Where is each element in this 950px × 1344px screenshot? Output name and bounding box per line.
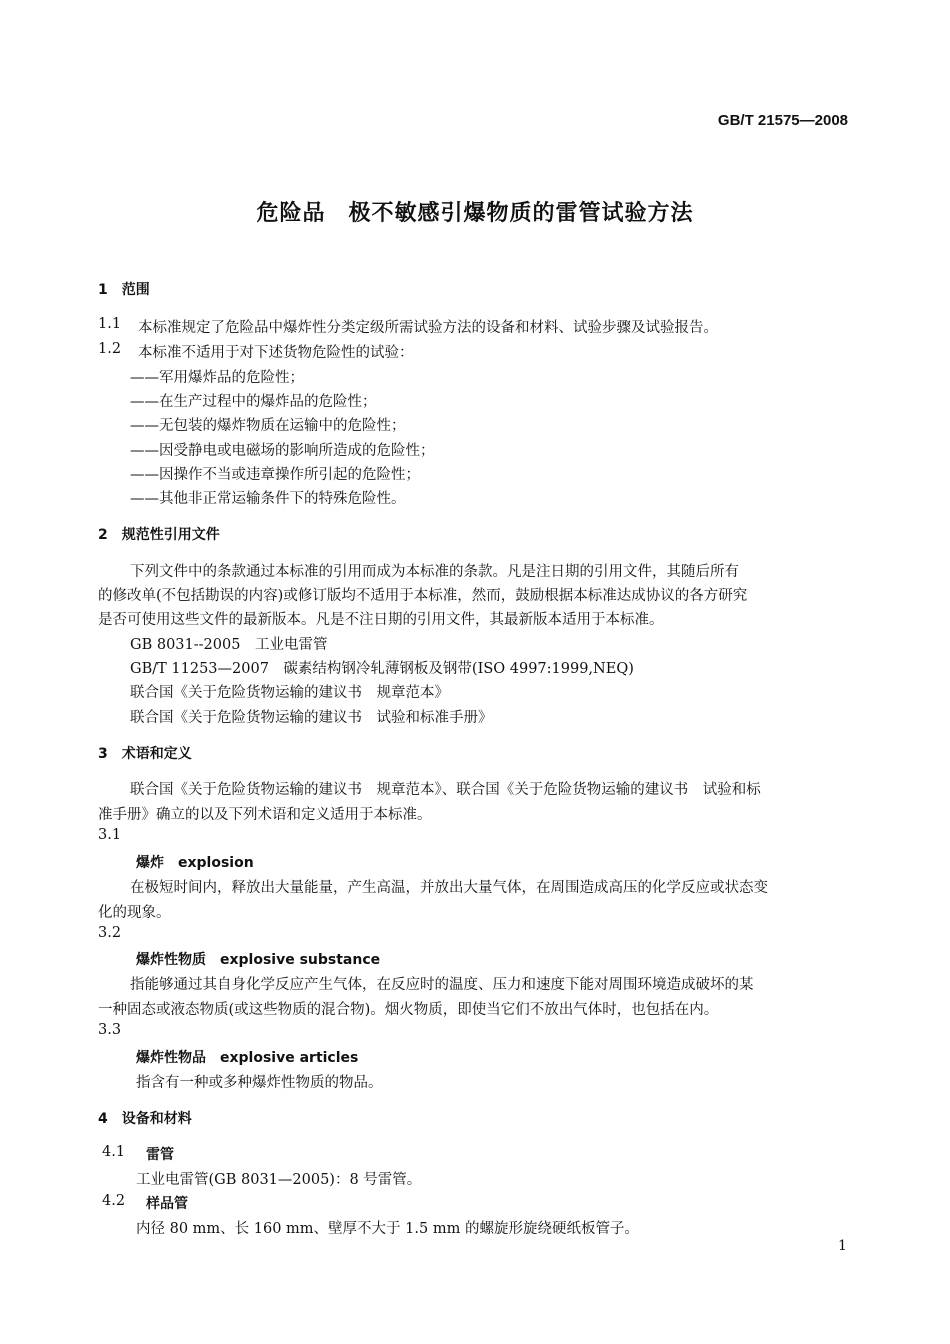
- section-2-heading: 2 规范性引用文件: [98, 527, 220, 543]
- clause-1-2-number: 1.2: [98, 341, 122, 357]
- reference-item: GB 8031--2005 工业电雷管: [130, 637, 328, 653]
- clause-1-2-text: 本标准不适用于对下述货物危险性的试验：: [138, 345, 414, 361]
- reference-item: 联合国《关于危险货物运输的建议书 规章范本》: [130, 685, 449, 701]
- list-item: ——在生产过程中的爆炸品的危险性；: [130, 394, 377, 410]
- list-item: ——其他非正常运输条件下的特殊危险性。: [130, 491, 406, 507]
- clause-1-1-text: 本标准规定了危险品中爆炸性分类定级所需试验方法的设备和材料、试验步骤及试验报告。: [138, 320, 718, 336]
- paragraph-line: 下列文件中的条款通过本标准的引用而成为本标准的条款。凡是注日期的引用文件，其随后所有: [130, 564, 739, 580]
- list-item: ——无包装的爆炸物质在运输中的危险性；: [130, 418, 406, 434]
- reference-item: 联合国《关于危险货物运输的建议书 试验和标准手册》: [130, 710, 493, 726]
- clause-1-1-number: 1.1: [98, 316, 122, 332]
- term-3-1-definition: 化的现象。: [98, 905, 171, 921]
- page-number: 1: [838, 1238, 847, 1254]
- clause-4-2-title: 样品管: [146, 1196, 188, 1212]
- term-3-3-definition: 指含有一种或多种爆炸性物质的物品。: [136, 1075, 383, 1091]
- term-3-3-number: 3.3: [98, 1022, 122, 1038]
- paragraph-line: 的修改单(不包括勘误的内容)或修订版均不适用于本标准，然而，鼓励根据本标准达成协议的各方研究: [98, 588, 748, 604]
- paragraph-line: 是否可使用这些文件的最新版本。凡是不注日期的引用文件，其最新版本适用于本标准。: [98, 612, 664, 628]
- list-item: ——因受静电或电磁场的影响所造成的危险性；: [130, 443, 435, 459]
- section-1-heading: 1 范围: [98, 282, 150, 298]
- paragraph-line: 联合国《关于危险货物运输的建议书 规章范本》、联合国《关于危险货物运输的建议书 试验和标: [130, 782, 761, 798]
- clause-4-1-text: 工业电雷管(GB 8031—2005)：8 号雷管。: [136, 1172, 422, 1188]
- page-title: 危险品 极不敏感引爆物质的雷管试验方法: [256, 201, 694, 226]
- term-3-1-title: 爆炸 explosion: [136, 855, 254, 871]
- term-3-2-number: 3.2: [98, 925, 122, 941]
- term-3-1-number: 3.1: [98, 827, 122, 843]
- term-3-2-title: 爆炸性物质 explosive substance: [136, 952, 381, 968]
- clause-4-1-title: 雷管: [146, 1147, 174, 1163]
- term-3-1-definition: 在极短时间内，释放出大量能量，产生高温，并放出大量气体，在周围造成高压的化学反应或状态变: [130, 880, 768, 896]
- paragraph-line: 准手册》确立的以及下列术语和定义适用于本标准。: [98, 807, 432, 823]
- clause-4-2-number: 4.2: [102, 1193, 126, 1209]
- clause-4-2-text: 内径 80 mm、长 160 mm、壁厚不大于 1.5 mm 的螺旋形旋绕硬纸板管子。: [136, 1221, 639, 1237]
- section-4-heading: 4 设备和材料: [98, 1111, 192, 1127]
- term-3-3-title: 爆炸性物品 explosive articles: [136, 1050, 359, 1066]
- clause-4-1-number: 4.1: [102, 1144, 126, 1160]
- list-item: ——军用爆炸品的危险性；: [130, 370, 304, 386]
- term-3-2-definition: 指能够通过其自身化学反应产生气体，在反应时的温度、压力和速度下能对周围环境造成破坏的某: [130, 977, 754, 993]
- term-3-2-definition: 一种固态或液态物质(或这些物质的混合物)。烟火物质，即使当它们不放出气体时，也包括在内。: [98, 1002, 719, 1018]
- reference-item: GB/T 11253—2007 碳素结构钢冷轧薄钢板及钢带(ISO 4997:1999,NEQ): [130, 661, 634, 677]
- standard-number: GB/T 21575—2008: [717, 112, 848, 129]
- section-3-heading: 3 术语和定义: [98, 746, 192, 762]
- list-item: ——因操作不当或违章操作所引起的危险性；: [130, 467, 420, 483]
